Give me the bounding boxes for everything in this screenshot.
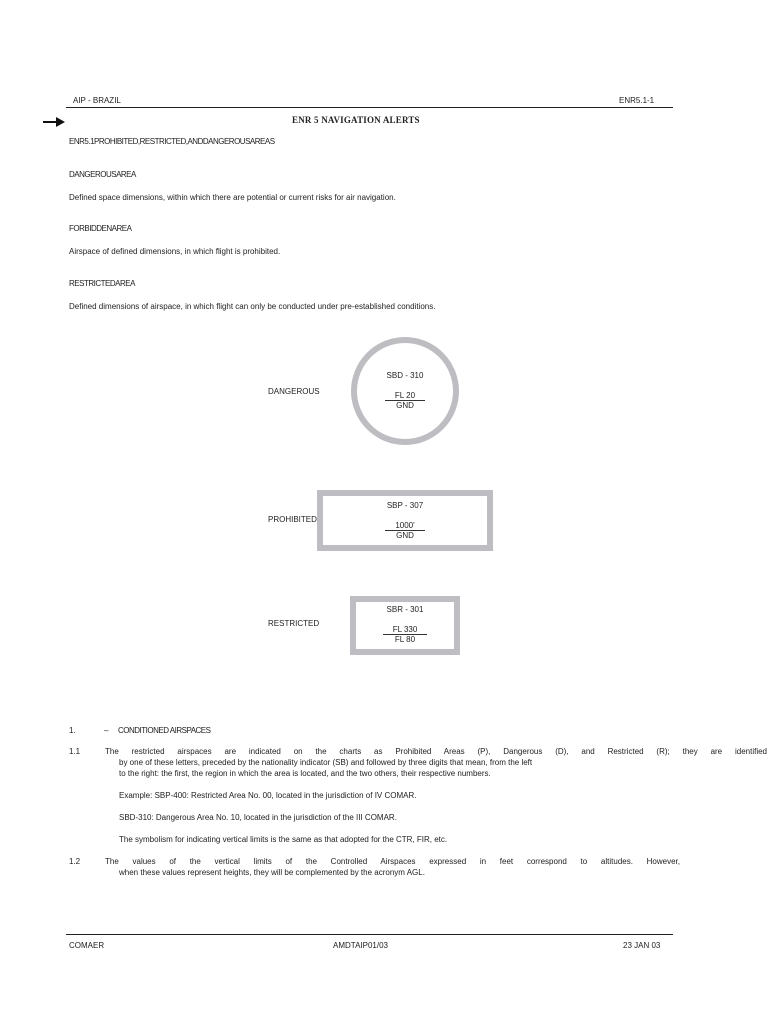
footer-rule xyxy=(66,934,673,935)
dangerous-vertical-limits xyxy=(385,391,425,410)
restricted-label: RESTRICTED xyxy=(268,619,320,628)
footer-center: AMDTAIP01/03 xyxy=(333,941,388,950)
example-line: Example: SBP-400: Restricted Area No. 00, located in the jurisdiction of IV COMAR. xyxy=(119,791,417,800)
paragraph-line: to the right: the first, the region in which the area is located, and the two others, their respective numbers. xyxy=(119,769,491,778)
definition-text: Defined space dimensions, within which there are potential or current risks for air navigation. xyxy=(69,193,396,202)
dangerous-upper-limit: FL 20 xyxy=(385,391,425,401)
prohibited-code: SBP - 307 xyxy=(386,501,424,510)
footer-right: 23 JAN 03 xyxy=(623,941,661,950)
section-heading: CONDITIONED AIRSPACES xyxy=(118,726,211,735)
restricted-lower-limit: FL 80 xyxy=(394,635,416,644)
footer-left: COMAER xyxy=(69,941,105,950)
header-right: ENR5.1-1 xyxy=(619,96,655,105)
paragraph-line: when these values represent heights, they will be complemented by the acronym AGL. xyxy=(119,868,425,877)
paragraph-number: 1.1 xyxy=(69,747,81,756)
restricted-code: SBR - 301 xyxy=(386,605,424,614)
paragraph-line: The restricted airspaces are indicated on the charts as Prohibited Areas (P), Dangerous (D), and Restricted (R); they are identified xyxy=(105,747,767,756)
header-rule xyxy=(66,107,673,108)
section-number: 1. xyxy=(69,726,76,735)
example-line: SBD-310: Dangerous Area No. 10, located in the jurisdiction of the III COMAR. xyxy=(119,813,397,822)
subsection-title: ENR5.1PROHIBITED,RESTRICTED,ANDDANGEROUSAREAS xyxy=(69,137,275,146)
paragraph-line: by one of these letters, preceded by the nationality indicator (SB) and followed by three digits that mean, from the left xyxy=(119,758,533,767)
paragraph-number: 1.2 xyxy=(69,857,81,866)
restricted-upper-limit: FL 330 xyxy=(383,625,427,635)
definition-term: FORBIDDENAREA xyxy=(69,224,132,233)
arrow-right-icon xyxy=(42,115,66,129)
restricted-vertical-limits xyxy=(383,625,427,644)
section-title: ENR 5 NAVIGATION ALERTS xyxy=(292,115,420,125)
prohibited-vertical-limits xyxy=(385,521,425,540)
prohibited-upper-limit: 1000' xyxy=(385,521,425,531)
prohibited-lower-limit: GND xyxy=(396,531,414,540)
definition-text: Airspace of defined dimensions, in which flight is prohibited. xyxy=(69,247,281,256)
definition-text: Defined dimensions of airspace, in which flight can only be conducted under pre-established conditions. xyxy=(69,302,436,311)
dangerous-lower-limit: GND xyxy=(396,401,414,410)
section-dash: – xyxy=(104,726,109,735)
header-left: AIP - BRAZIL xyxy=(73,96,121,105)
definition-term: RESTRICTEDAREA xyxy=(69,279,135,288)
dangerous-code: SBD - 310 xyxy=(386,371,424,380)
prohibited-label: PROHIBITED xyxy=(268,515,317,524)
definition-term: DANGEROUSAREA xyxy=(69,170,136,179)
paragraph-line: The values of the vertical limits of the Controlled Airspaces expressed in feet correspond to altitudes. However, xyxy=(105,857,680,866)
note-line: The symbolism for indicating vertical limits is the same as that adopted for the CTR, FIR, etc. xyxy=(119,835,448,844)
dangerous-label: DANGEROUS xyxy=(268,387,320,396)
